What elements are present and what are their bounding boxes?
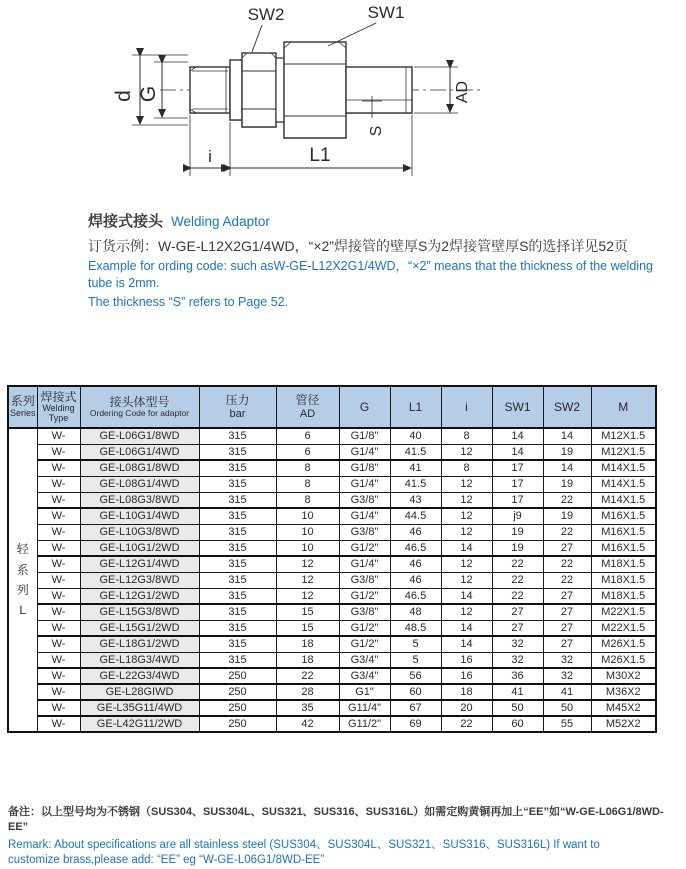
- cell-g: G3/4": [339, 668, 390, 684]
- cell-pressure: 315: [199, 604, 276, 620]
- cell-pressure: 315: [199, 620, 276, 636]
- cell-pressure: 315: [199, 556, 276, 572]
- cell-sw1: 32: [492, 636, 543, 652]
- cell-sw2: 27: [543, 636, 591, 652]
- cell-i: 12: [441, 556, 492, 572]
- cell-i: 12: [441, 492, 492, 508]
- table-row: [8, 460, 656, 476]
- cell-welding: W-: [37, 492, 80, 508]
- cell-l1: 46: [390, 556, 441, 572]
- cell-code: GE-L10G1/2WD: [80, 540, 199, 556]
- cell-m: M14X1.5: [591, 476, 656, 492]
- cell-m: M36X2: [591, 684, 656, 700]
- dim-label-g: G: [137, 85, 160, 103]
- cell-i: 12: [441, 524, 492, 540]
- cell-l1: 46: [390, 572, 441, 588]
- section-title: [88, 211, 663, 233]
- header-pressure: 压力 bar: [199, 386, 276, 428]
- cell-code: GE-L22G3/4WD: [80, 668, 199, 684]
- cell-g: G11/4": [339, 700, 390, 716]
- cell-pressure: 315: [199, 524, 276, 540]
- header-ad: 管径 AD: [276, 386, 339, 428]
- cell-l1: 43: [390, 492, 441, 508]
- cell-sw2: 27: [543, 620, 591, 636]
- table-row: [8, 492, 656, 508]
- cell-welding: W-: [37, 668, 80, 684]
- cell-code: GE-L06G1/8WD: [80, 428, 199, 444]
- cell-i: 12: [441, 508, 492, 524]
- dim-label-i: i: [208, 147, 212, 166]
- remark-zh: 备注：以上型号均为不锈钢（SUS304、SUS304L、SUS321、SUS316、SUS316L）如需定购黄铜再加上“EE”如“W-GE-L06G1/8WD-EE”: [8, 806, 664, 834]
- cell-g: G1/8": [339, 428, 390, 444]
- cell-i: 8: [441, 428, 492, 444]
- cell-ad: 22: [276, 668, 339, 684]
- cell-code: GE-L08G3/8WD: [80, 492, 199, 508]
- cell-m: M16X1.5: [591, 540, 656, 556]
- cell-i: 8: [441, 460, 492, 476]
- cell-pressure: 250: [199, 668, 276, 684]
- table-row: [8, 652, 656, 668]
- cell-sw2: 55: [543, 716, 591, 732]
- cell-i: 12: [441, 444, 492, 460]
- cell-pressure: 315: [199, 492, 276, 508]
- cell-ad: 15: [276, 604, 339, 620]
- remark-en-1: Remark: About specifications are all stainless steel (SUS304、SUS304L、SUS321、SUS316、SUS316L) If want to: [8, 838, 600, 851]
- callout-sw1: SW1: [367, 3, 405, 22]
- cell-code: GE-L12G3/8WD: [80, 572, 199, 588]
- cell-ad: 28: [276, 684, 339, 700]
- cell-l1: 60: [390, 684, 441, 700]
- cell-code: GE-L15G1/2WD: [80, 620, 199, 636]
- cell-welding: W-: [37, 428, 80, 444]
- cell-pressure: 250: [199, 700, 276, 716]
- cell-sw2: 50: [543, 700, 591, 716]
- table-header-row: [8, 386, 656, 428]
- cell-i: 14: [441, 588, 492, 604]
- cell-g: G11/2": [339, 716, 390, 732]
- cell-g: G1/2": [339, 540, 390, 556]
- cell-welding: W-: [37, 540, 80, 556]
- cell-pressure: 315: [199, 444, 276, 460]
- intro-block: [88, 211, 663, 311]
- cell-code: GE-L28GIWD: [80, 684, 199, 700]
- table-row: [8, 588, 656, 604]
- cell-ad: 10: [276, 524, 339, 540]
- cell-ad: 6: [276, 444, 339, 460]
- table-row: [8, 444, 656, 460]
- cell-sw1: 14: [492, 444, 543, 460]
- table-row: [8, 636, 656, 652]
- cell-m: M52X2: [591, 716, 656, 732]
- cell-sw2: 19: [543, 508, 591, 524]
- cell-ad: 12: [276, 572, 339, 588]
- table-row: [8, 716, 656, 732]
- series-cell: 轻 系 列 L: [8, 428, 37, 732]
- cell-welding: W-: [37, 700, 80, 716]
- cell-code: GE-L10G3/8WD: [80, 524, 199, 540]
- cell-l1: 48: [390, 604, 441, 620]
- cell-ad: 10: [276, 508, 339, 524]
- header-welding-type: 焊接式 Welding Type: [37, 386, 80, 428]
- cell-sw2: 32: [543, 652, 591, 668]
- cell-welding: W-: [37, 524, 80, 540]
- cell-ad: 6: [276, 428, 339, 444]
- cell-sw2: 32: [543, 668, 591, 684]
- table-row: [8, 620, 656, 636]
- nut-sw2: [242, 53, 276, 127]
- cell-welding: W-: [37, 508, 80, 524]
- thread-stub: [190, 67, 230, 113]
- cell-code: GE-L18G3/4WD: [80, 652, 199, 668]
- cell-sw1: 50: [492, 700, 543, 716]
- cell-sw2: 27: [543, 604, 591, 620]
- cell-welding: W-: [37, 652, 80, 668]
- cell-sw1: 32: [492, 652, 543, 668]
- header-series: 系列 Series: [8, 386, 37, 428]
- cell-pressure: 315: [199, 636, 276, 652]
- cell-code: GE-L12G1/2WD: [80, 588, 199, 604]
- cell-welding: W-: [37, 636, 80, 652]
- cell-welding: W-: [37, 460, 80, 476]
- technical-drawing: [0, 0, 686, 208]
- cell-g: G1/2": [339, 620, 390, 636]
- cell-l1: 46.5: [390, 540, 441, 556]
- cell-code: GE-L12G1/4WD: [80, 556, 199, 572]
- cell-l1: 40: [390, 428, 441, 444]
- cell-m: M45X2: [591, 700, 656, 716]
- cell-welding: W-: [37, 716, 80, 732]
- cell-l1: 5: [390, 636, 441, 652]
- cell-code: GE-L06G1/4WD: [80, 444, 199, 460]
- cell-l1: 41: [390, 460, 441, 476]
- cell-welding: W-: [37, 620, 80, 636]
- cell-sw1: 27: [492, 620, 543, 636]
- cell-m: M18X1.5: [591, 588, 656, 604]
- cell-sw1: 60: [492, 716, 543, 732]
- cell-sw1: 22: [492, 588, 543, 604]
- cell-code: GE-L08G1/4WD: [80, 476, 199, 492]
- cell-l1: 46: [390, 524, 441, 540]
- cell-sw1: 36: [492, 668, 543, 684]
- cell-g: G1/8": [339, 460, 390, 476]
- cell-welding: W-: [37, 684, 80, 700]
- cell-sw1: 22: [492, 556, 543, 572]
- cell-sw2: 19: [543, 444, 591, 460]
- table-row: [8, 428, 656, 444]
- cell-i: 20: [441, 700, 492, 716]
- cell-m: M14X1.5: [591, 460, 656, 476]
- cell-m: M14X1.5: [591, 492, 656, 508]
- washer: [276, 58, 284, 122]
- cell-ad: 42: [276, 716, 339, 732]
- section-title-en: Welding Adaptor: [171, 214, 270, 229]
- table-row: [8, 604, 656, 620]
- cell-pressure: 250: [199, 684, 276, 700]
- cell-g: G1/4": [339, 444, 390, 460]
- cell-l1: 41.5: [390, 444, 441, 460]
- section-title-zh: 焊接式接头: [88, 213, 164, 230]
- cell-l1: 46.5: [390, 588, 441, 604]
- tube: [346, 67, 412, 113]
- cell-m: M22X1.5: [591, 620, 656, 636]
- cell-i: 12: [441, 476, 492, 492]
- cell-welding: W-: [37, 444, 80, 460]
- cell-sw1: 17: [492, 492, 543, 508]
- dim-label-ad: AD: [454, 80, 471, 104]
- cell-sw1: 17: [492, 476, 543, 492]
- cell-sw1: 19: [492, 540, 543, 556]
- cell-ad: 8: [276, 460, 339, 476]
- cell-sw1: 27: [492, 604, 543, 620]
- order-example-zh: 订货示例：W-GE-L12X2G1/4WD，“×2”焊接管的壁厚S为2焊接管壁厚S的选择详见52页: [88, 237, 628, 254]
- order-example-en-1: Example for ording code: such asW-GE-L12X2G1/4WD，“×2” means that the thickness of the welding tube is 2mm.: [88, 259, 653, 290]
- cell-welding: W-: [37, 476, 80, 492]
- callout-sw2: SW2: [247, 5, 285, 24]
- cell-code: GE-L18G1/2WD: [80, 636, 199, 652]
- cell-i: 16: [441, 668, 492, 684]
- cell-l1: 56: [390, 668, 441, 684]
- cell-g: G1/4": [339, 476, 390, 492]
- cell-m: M26X1.5: [591, 652, 656, 668]
- table-row: [8, 700, 656, 716]
- cell-l1: 67: [390, 700, 441, 716]
- cell-i: 16: [441, 652, 492, 668]
- cell-l1: 5: [390, 652, 441, 668]
- spec-table: [7, 385, 657, 733]
- cell-g: G3/4": [339, 652, 390, 668]
- cell-ad: 8: [276, 476, 339, 492]
- remark-en-2: customize brass,please add: “EE” eg “W-GE-L06G1/8WD-EE”: [8, 854, 325, 867]
- order-example-en-2: The thickness “S” refers to Page 52.: [88, 294, 289, 309]
- cell-sw1: j9: [492, 508, 543, 524]
- header-i: i: [441, 386, 492, 428]
- header-m: M: [591, 386, 656, 428]
- cell-ad: 18: [276, 636, 339, 652]
- dim-label-l1: L1: [309, 145, 331, 166]
- dim-label-s: S: [368, 125, 385, 137]
- cell-code: GE-L10G1/4WD: [80, 508, 199, 524]
- cell-m: M22X1.5: [591, 604, 656, 620]
- cell-ad: 12: [276, 588, 339, 604]
- cell-pressure: 315: [199, 460, 276, 476]
- cell-ad: 35: [276, 700, 339, 716]
- table-row: [8, 572, 656, 588]
- cell-g: G1/4": [339, 556, 390, 572]
- cell-welding: W-: [37, 572, 80, 588]
- cell-pressure: 315: [199, 540, 276, 556]
- cell-code: GE-L08G1/8WD: [80, 460, 199, 476]
- cell-sw2: 19: [543, 476, 591, 492]
- cell-sw2: 27: [543, 540, 591, 556]
- cell-i: 12: [441, 572, 492, 588]
- cell-sw1: 41: [492, 684, 543, 700]
- cell-i: 14: [441, 636, 492, 652]
- cell-g: G1/4": [339, 508, 390, 524]
- cell-m: M18X1.5: [591, 572, 656, 588]
- header-l1: L1: [390, 386, 441, 428]
- cell-m: M12X1.5: [591, 428, 656, 444]
- cell-sw1: 17: [492, 460, 543, 476]
- cell-sw2: 22: [543, 524, 591, 540]
- cell-pressure: 315: [199, 428, 276, 444]
- cell-pressure: 315: [199, 508, 276, 524]
- cell-ad: 8: [276, 492, 339, 508]
- table-row: [8, 684, 656, 700]
- cell-ad: 15: [276, 620, 339, 636]
- table-row: [8, 524, 656, 540]
- cell-sw1: 22: [492, 572, 543, 588]
- cell-l1: 44.5: [390, 508, 441, 524]
- body-neck: [230, 60, 242, 120]
- table-row: [8, 668, 656, 684]
- cell-g: G3/8": [339, 604, 390, 620]
- cell-code: GE-L35G11/4WD: [80, 700, 199, 716]
- table-row: [8, 508, 656, 524]
- cell-i: 18: [441, 684, 492, 700]
- cell-m: M26X1.5: [591, 636, 656, 652]
- header-sw1: SW1: [492, 386, 543, 428]
- footer-remarks: [8, 805, 680, 869]
- cell-ad: 18: [276, 652, 339, 668]
- cell-sw1: 14: [492, 428, 543, 444]
- cell-code: GE-L42G11/2WD: [80, 716, 199, 732]
- cell-sw2: 27: [543, 588, 591, 604]
- dim-label-d: d: [112, 90, 135, 102]
- table-row: [8, 476, 656, 492]
- cell-i: 14: [441, 620, 492, 636]
- cell-sw2: 41: [543, 684, 591, 700]
- cell-sw2: 22: [543, 492, 591, 508]
- cell-pressure: 250: [199, 716, 276, 732]
- table-row: [8, 556, 656, 572]
- cell-pressure: 315: [199, 588, 276, 604]
- cell-pressure: 315: [199, 476, 276, 492]
- cell-welding: W-: [37, 604, 80, 620]
- header-ordering-code: 接头体型号 Ordering Code for adaptor: [80, 386, 199, 428]
- cell-m: M12X1.5: [591, 444, 656, 460]
- header-g: G: [339, 386, 390, 428]
- cell-l1: 48.5: [390, 620, 441, 636]
- cell-i: 12: [441, 604, 492, 620]
- table-row: [8, 540, 656, 556]
- cell-sw2: 22: [543, 556, 591, 572]
- cell-welding: W-: [37, 588, 80, 604]
- cell-code: GE-L15G3/8WD: [80, 604, 199, 620]
- cell-m: M18X1.5: [591, 556, 656, 572]
- cell-ad: 10: [276, 540, 339, 556]
- cell-g: G3/8": [339, 524, 390, 540]
- nut-sw1: [284, 42, 346, 138]
- cell-g: G1": [339, 684, 390, 700]
- cell-sw2: 14: [543, 428, 591, 444]
- cell-sw2: 14: [543, 460, 591, 476]
- cell-pressure: 315: [199, 572, 276, 588]
- header-sw2: SW2: [543, 386, 591, 428]
- cell-g: G3/8": [339, 492, 390, 508]
- cell-g: G1/2": [339, 636, 390, 652]
- cell-sw2: 22: [543, 572, 591, 588]
- cell-sw1: 19: [492, 524, 543, 540]
- cell-pressure: 315: [199, 652, 276, 668]
- cell-g: G3/8": [339, 572, 390, 588]
- cell-m: M16X1.5: [591, 524, 656, 540]
- cell-l1: 41.5: [390, 476, 441, 492]
- cell-i: 14: [441, 540, 492, 556]
- cell-ad: 12: [276, 556, 339, 572]
- cell-g: G1/2": [339, 588, 390, 604]
- cell-welding: W-: [37, 556, 80, 572]
- table-body: [8, 428, 656, 732]
- cell-m: M30X2: [591, 668, 656, 684]
- cell-l1: 69: [390, 716, 441, 732]
- cell-m: M16X1.5: [591, 508, 656, 524]
- cell-i: 22: [441, 716, 492, 732]
